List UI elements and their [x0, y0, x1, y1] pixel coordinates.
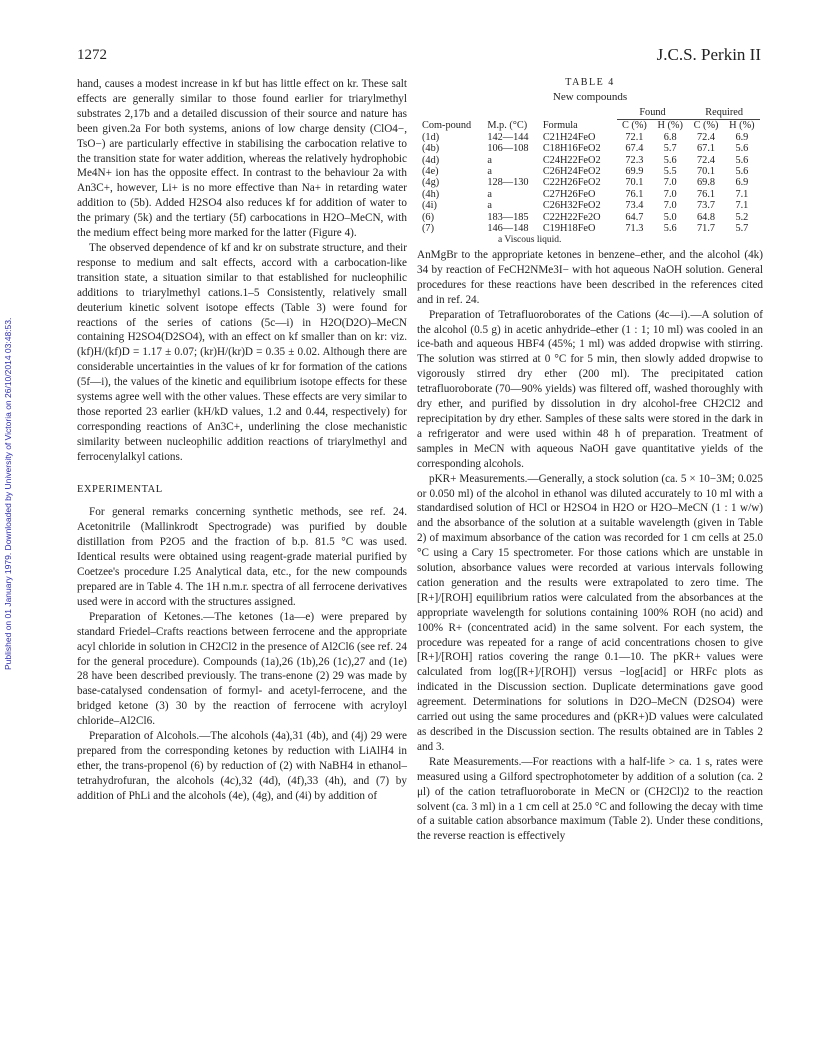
right-column — [417, 248, 763, 844]
paragraph: For general remarks concerning synthetic methods, see ref. 24. Acetonitrile (Mallinkrodt Spectrograde) was purified by double distillation from P2O5 and the fraction of b.p. 81.5 °C was used. Identical results were obtained using reagent-grade material purified by Coetzee's procedure I.25 Analytical data, etc., for the new compounds prepared are in Table 4. The 1H n.m.r. spectra of all ferrocene derivatives used were in accord with the structures assigned. — [77, 506, 407, 608]
col-header: M.p. (°C) — [487, 119, 528, 131]
table-cell: (1d) — [422, 131, 440, 143]
table-cell: 5.6 — [735, 154, 749, 166]
journal-name: J.C.S. Perkin II — [656, 45, 761, 64]
download-watermark: Published on 01 January 1979. Downloaded by University of Victoria on 26/10/2014 03:48:53. — [3, 317, 13, 670]
paragraph: The observed dependence of kf and kr on substrate structure, and their response to medium and salt effects, accord with a carbocation-like transition state, a situation similar to that established for nucleophilic additions to triarylmethyl cations.1–5 Consistently, relatively small deuterium kinetic solvent isotope effects (Table 3) were found for reactions of the series of cations (5c—i) in H2O(D2O)–MeCN containing H2SO4(D2SO4), with an effect on kf smaller than on kr: viz. (kf)H/(kf)D = 1.17 ± 0.07; (kr)H/(kr)D = 0.35 ± 0.02. Although there are considerable uncertainties in the values of kr for formation of the cations (5f—i), the values of the kinetic and equilibrium isotope effects for these systems agree well with the other values. These effects are very similar to those reported 23 earlier (kH/kD values, 1.2 and 0.44, respectively) for corresponding reactions of An3C+, underlining the close mechanistic similarity between nucleophilic addition reactions of triarylmethyl and ferrocenylalkyl cations. — [77, 241, 407, 463]
table-cell: 67.4 — [625, 143, 644, 155]
table-cell: a — [487, 188, 492, 200]
paragraph: Preparation of Ketones.—The ketones (1a—e) were prepared by standard Friedel–Crafts reactions between ferrocene and the appropriate acyl chloride in solution in CH2Cl2 in the presence of Al2Cl6 (see ref. 24 for the general procedure). Compounds (1a),26 (1b),26 (1c),27 and (1e) 28 have been described previously. The trans-enone (2) 29 was made by base-catalysed condensation of formyl- and acetyl-ferrocene, and the bridged ketone (3) 30 by the reaction of ferrocene with acryloyl chloride–Al2Cl6. — [77, 610, 407, 728]
table-cell: 69.9 — [625, 166, 644, 178]
table-cell: a — [487, 200, 492, 212]
table-cell: 7.1 — [735, 188, 749, 200]
table-cell: 7.0 — [663, 177, 677, 189]
table-row — [420, 223, 760, 234]
table-cell: 69.8 — [697, 177, 716, 189]
table-row — [420, 155, 760, 166]
table-cell: 183—185 — [487, 211, 529, 223]
col-header: C (%) — [688, 120, 723, 132]
table-cell: (7) — [422, 223, 435, 235]
table-cell: 5.6 — [663, 223, 677, 235]
table-cell: a — [487, 166, 492, 178]
table-row — [420, 189, 760, 200]
col-header: H (%) — [724, 120, 760, 132]
table-cell: 67.1 — [697, 143, 716, 155]
table-cell: 6.9 — [735, 177, 749, 189]
table-cell: 6.9 — [735, 131, 749, 143]
paragraph: Preparation of Alcohols.—The alcohols (4a),31 (4b), and (4j) 29 were prepared from the corresponding ketones by reduction with LiAlH4 in ether, the trans-propenol (6) by reduction of (2) with NaBH4 in ethanol–tetrahydrofuran, the alcohols (4c),32 (4d), (4f),33 (4h), and (7) by addition of PhLi and the alcohols (4e), (4g), and (4i) by addition of — [77, 730, 407, 802]
table-cell: C22H26FeO2 — [542, 177, 601, 189]
table-cell: C18H16FeO2 — [542, 143, 601, 155]
col-header: H (%) — [652, 120, 688, 132]
table-row — [420, 177, 760, 188]
table-row — [420, 166, 760, 177]
table-cell: 5.0 — [663, 211, 677, 223]
paragraph: Rate Measurements.—For reactions with a half-life > ca. 1 s, rates were measured using a Gilford spectrophotometer by addition of a solution (ca. 2 μl) of the cation tetrafluoroborate in MeCN or (CH2Cl)2 to the reaction solvent (ca. 3 ml) in a 1 cm cell at 25.0 °C and following the decay with time of a suitable cation absorbance maximum (Table 2). Under these conditions, the reverse reaction is effectively — [417, 755, 763, 843]
table-cell: 106—108 — [487, 143, 529, 155]
col-header: Formula — [542, 119, 578, 131]
table-cell: 7.0 — [663, 200, 677, 212]
left-column — [77, 77, 407, 804]
table-cell: 146—148 — [487, 223, 529, 235]
table-cell: (4e) — [422, 166, 439, 178]
table-cell: 71.3 — [625, 223, 644, 235]
table-cell: 64.8 — [697, 211, 716, 223]
table-cell: C21H24FeO — [542, 131, 596, 143]
table-row — [420, 200, 760, 211]
table-cell: 70.1 — [697, 166, 716, 178]
table-caption: TABLE 4 — [565, 77, 615, 88]
table-cell: 72.1 — [625, 131, 644, 143]
paragraph: hand, causes a modest increase in kf but has little effect on kr. These salt effects are generally similar to those found earlier for triarylmethyl substrates 2,17b and a detailed discussion of their source and nature has been given.2a For both systems, anions of low charge density (ClO4−, TsO−) are particularly effective in stabilising the carbocation relative to the transition state for water addition, whereas the relatively hydrophobic Me4N+ ion has the opposite effect. In contrast to the behaviour 2a with An3C+, however, Li+ is no more effective than Na+ in retarding water addition to (5b). Added H2SO4 also reduces kf for addition of water to the primary (5k) and the tertiary (5f) carbocations in H2O–MeCN, with the medium effect being more marked for the latter (Figure 4). — [77, 78, 407, 240]
table-cell: (4h) — [422, 188, 440, 200]
table-cell: C26H32FeO2 — [542, 200, 601, 212]
table-row — [420, 212, 760, 223]
table-cell: (4g) — [422, 177, 440, 189]
table-cell: 7.0 — [663, 188, 677, 200]
table-row — [420, 143, 760, 154]
table-cell: 5.6 — [663, 154, 677, 166]
table-row — [420, 132, 760, 143]
table-cell: (4i) — [422, 200, 437, 212]
page-number: 1272 — [77, 47, 107, 63]
table-subtitle: New compounds — [552, 91, 628, 103]
table-cell: (4b) — [422, 143, 440, 155]
table-cell: 72.3 — [625, 154, 644, 166]
table-cell: 5.5 — [663, 166, 677, 178]
table-cell: 73.7 — [697, 200, 716, 212]
compound-table — [420, 107, 760, 234]
table-cell: (6) — [422, 211, 435, 223]
table-cell: C24H22FeO2 — [542, 154, 601, 166]
table-cell: C26H24FeO2 — [542, 166, 601, 178]
table-cell: 73.4 — [625, 200, 644, 212]
col-header: C (%) — [617, 120, 652, 132]
paragraph: AnMgBr to the appropriate ketones in benzene–ether, and the alcohol (4k) 34 by reaction of FeCH2NMe3I− with hot aqueous NaOH solution. General procedures for these reactions have been described in the references cited and in ref. 24. — [417, 249, 763, 306]
table-cell: 5.2 — [735, 211, 749, 223]
table-cell: a — [487, 154, 492, 166]
table-4 — [420, 77, 760, 245]
table-cell: 5.6 — [735, 143, 749, 155]
table-cell: 128—130 — [487, 177, 529, 189]
section-heading: EXPERIMENTAL — [77, 483, 163, 495]
table-cell: 5.7 — [735, 223, 749, 235]
table-cell: 142—144 — [487, 131, 529, 143]
table-cell: (4d) — [422, 154, 440, 166]
paragraph: Preparation of Tetrafluoroborates of the Cations (4c—i).—A solution of the alcohol (0.5 g) in acetic anhydride–ether (1 : 1; 10 ml) was cooled in an ice-bath and aqueous HBF4 (45%; 1 ml) was added dropwise with stirring. The solution was stirred at 0 °C for 5 min, then slowly added dropwise to vigorously stirred dry ether (200 ml). The precipitated cation tetrafluoroborate (70—90% yields) was filtered off, washed thoroughly with dry ether, and purified by dissolution in dry alcohol-free CH2Cl2 and reprecipitation by dry ether. Samples of these salts were stored in the dark in a refrigerator and were used within 48 h of preparation. Treatment of samples in MeCN with aqueous NaOH gave quantitative yields of the corresponding alcohols. — [417, 308, 763, 470]
table-cell: 70.1 — [625, 177, 644, 189]
table-cell: 76.1 — [697, 188, 716, 200]
table-cell: 71.7 — [697, 223, 716, 235]
table-cell: 76.1 — [625, 188, 644, 200]
table-cell: 72.4 — [697, 131, 716, 143]
table-footnote: a Viscous liquid. — [498, 235, 562, 246]
table-cell: 72.4 — [697, 154, 716, 166]
paragraph: pKR+ Measurements.—Generally, a stock solution (ca. 5 × 10−3M; 0.025 or 0.050 ml) of the alcohol in ethanol was diluted accurately to 10 ml with a standardised solution of HCl or H2SO4 in H2O or H2O–MeCN (1 : 1 w/w) and the absorbance of the solution at a suitable wavelength (given in Table 2) of maximum absorbance of the cation was recorded for 1 cm cells at 25.0 °C using a Cary 15 spectrometer. For those cations which are unstable in solution, absorbance values were recorded at various intervals following cation generation and the results were extrapolated to zero time. The [R+]/[ROH] equilibrium ratios were calculated from the absorbances at the appropriate wavelength for solutions containing 100% ROH (no acid) and 100% R+ (concentrated acid) in the same solvent. For each system, the procedure was repeated for a range of acid concentrations chosen to give [R+]/[ROH] ratios covering the range 0.1—10. The pKR+ values were calculated from log([R+]/[ROH]) versus −log[acid] or HRFc plots as indicated in the Discussion section. Duplicate determinations gave good agreement. Determinations for solutions in D2O–MeCN (D2SO4) were carried out using the same procedures and (pKR+)D values were calculated as described in the Discussion section. The results obtained are in Tables 2 and 3. — [417, 472, 763, 753]
table-cell: C22H22Fe2O — [542, 211, 601, 223]
group-found: Found — [639, 107, 666, 118]
table-cell: C27H26FeO — [542, 188, 596, 200]
table-cell: 6.8 — [663, 131, 677, 143]
table-cell: 5.6 — [735, 166, 749, 178]
table-cell: 64.7 — [625, 211, 644, 223]
table-cell: C19H18FeO — [542, 223, 596, 235]
group-required: Required — [705, 107, 744, 118]
table-cell: 5.7 — [663, 143, 677, 155]
table-cell: 7.1 — [735, 200, 749, 212]
col-header: Com-pound — [422, 119, 472, 131]
